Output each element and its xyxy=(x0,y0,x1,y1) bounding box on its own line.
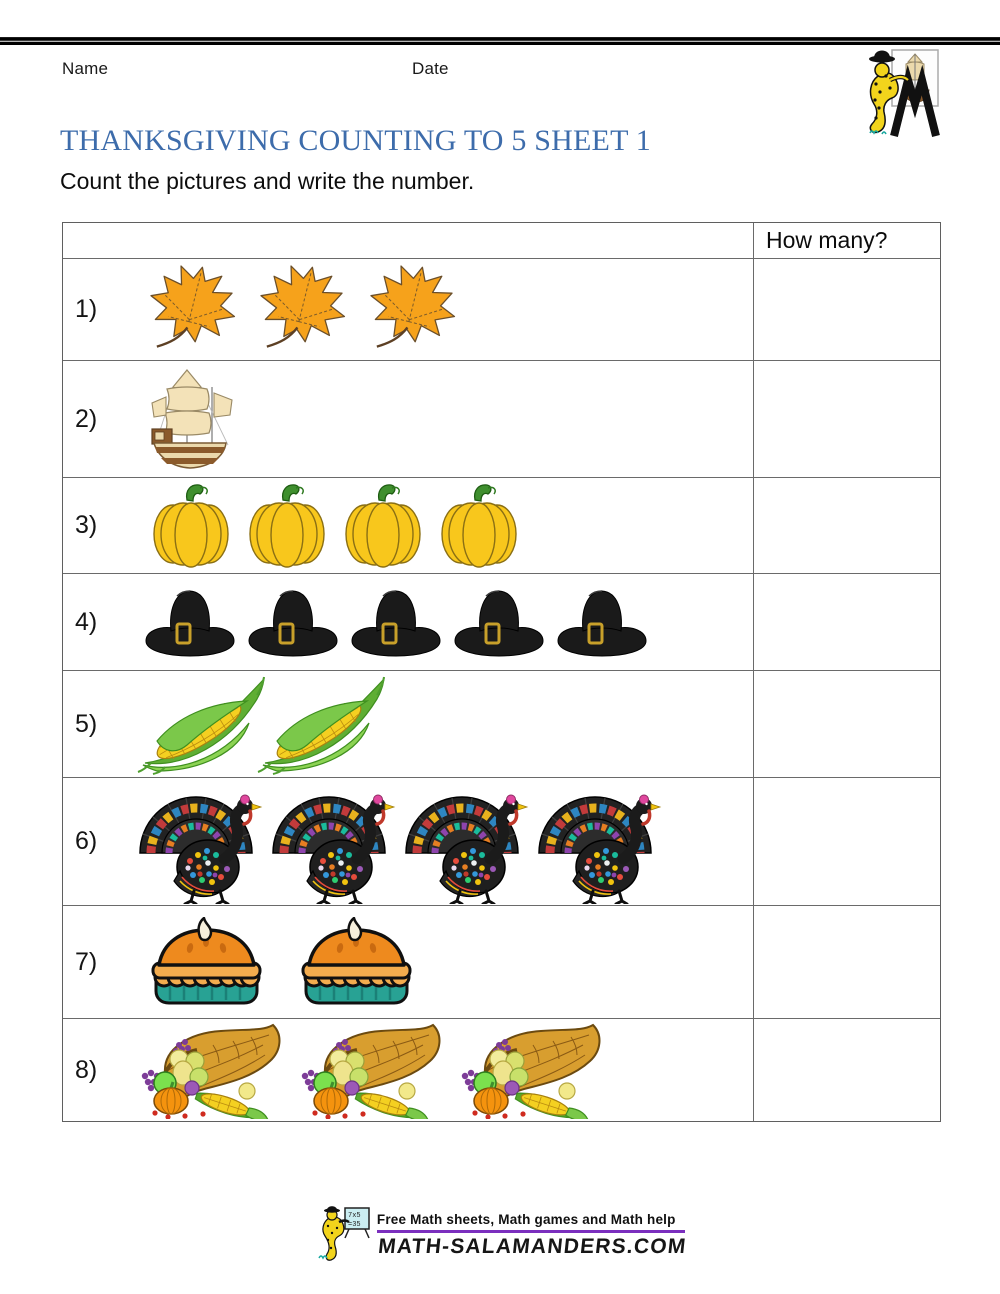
footer-tagline: Free Math sheets, Math games and Math help xyxy=(376,1212,676,1227)
worksheet-title: THANKSGIVING COUNTING TO 5 SHEET 1 xyxy=(60,124,651,157)
row-pictures xyxy=(140,367,240,471)
pumpkin-pie-icon xyxy=(290,917,423,1007)
row-number: 5) xyxy=(75,709,98,738)
pilgrim-hat-icon xyxy=(552,586,652,658)
svg-text:7x5: 7x5 xyxy=(347,1212,361,1220)
answer-cell[interactable] xyxy=(753,478,939,573)
cornucopia-icon xyxy=(455,1021,607,1119)
row-pictures xyxy=(137,264,467,356)
table-row xyxy=(63,477,940,573)
answer-cell[interactable] xyxy=(753,361,939,477)
footer-site-link[interactable]: MATH-SALAMANDERS.COM xyxy=(376,1235,688,1258)
table-row xyxy=(63,360,940,477)
table-header-row xyxy=(63,223,940,258)
pumpkin-icon xyxy=(337,483,429,569)
pilgrim-hat-icon xyxy=(140,586,240,658)
table-row xyxy=(63,777,940,905)
header-pictures-cell xyxy=(63,223,753,258)
row-number: 3) xyxy=(75,511,98,539)
row-pictures xyxy=(140,586,655,658)
answer-cell[interactable] xyxy=(753,259,939,360)
maple-leaf-icon xyxy=(137,264,243,356)
pumpkin-icon xyxy=(241,483,333,569)
pumpkin-icon xyxy=(145,483,237,569)
turkey-icon xyxy=(128,779,263,904)
footer-divider xyxy=(377,1230,685,1233)
pilgrim-hat-icon xyxy=(243,586,343,658)
corn-cob-icon xyxy=(135,673,267,775)
answer-cell[interactable] xyxy=(753,574,939,670)
footer xyxy=(0,1206,1000,1262)
svg-text:=35: =35 xyxy=(347,1221,361,1229)
table-row xyxy=(63,670,940,777)
answer-cell[interactable] xyxy=(753,671,939,777)
row-pictures xyxy=(135,673,375,775)
top-rule xyxy=(0,37,1000,45)
instruction-text: Count the pictures and write the number. xyxy=(60,168,475,194)
row-number: 6) xyxy=(75,827,98,855)
name-label: Name xyxy=(62,59,109,78)
pumpkin-pie-icon xyxy=(140,917,273,1007)
cornucopia-icon xyxy=(135,1021,287,1119)
corn-cob-icon xyxy=(255,673,387,775)
maple-leaf-icon xyxy=(357,264,463,356)
row-pictures xyxy=(135,1021,615,1119)
row-number: 1) xyxy=(75,295,98,323)
maple-leaf-icon xyxy=(247,264,353,356)
pilgrim-hat-logo-icon xyxy=(874,51,890,59)
table-row xyxy=(63,1018,940,1121)
table-row xyxy=(63,258,940,360)
footer-salamander-logo xyxy=(315,1206,373,1262)
counting-table xyxy=(62,222,941,1122)
row-pictures xyxy=(140,917,440,1007)
mayflower-ship-icon xyxy=(140,367,240,471)
row-number: 7) xyxy=(75,947,98,976)
cornucopia-icon xyxy=(295,1021,447,1119)
pumpkin-icon xyxy=(433,483,525,569)
row-number: 8) xyxy=(75,1055,98,1084)
pilgrim-hat-icon xyxy=(449,586,549,658)
how-many-header: How many? xyxy=(753,223,939,258)
row-pictures xyxy=(145,483,529,569)
turkey-icon xyxy=(394,779,529,904)
turkey-icon xyxy=(527,779,662,904)
answer-cell[interactable] xyxy=(753,906,939,1018)
row-pictures xyxy=(128,779,660,904)
answer-cell[interactable] xyxy=(753,1019,939,1121)
turkey-icon xyxy=(261,779,396,904)
table-row xyxy=(63,905,940,1018)
pilgrim-hat-icon xyxy=(346,586,446,658)
table-row xyxy=(63,573,940,670)
row-number: 4) xyxy=(75,607,98,636)
answer-cell[interactable] xyxy=(753,778,939,905)
salamander-body xyxy=(323,1217,344,1260)
date-label: Date xyxy=(412,59,449,78)
row-number: 2) xyxy=(75,404,98,433)
salamander-easel-logo xyxy=(858,46,942,143)
